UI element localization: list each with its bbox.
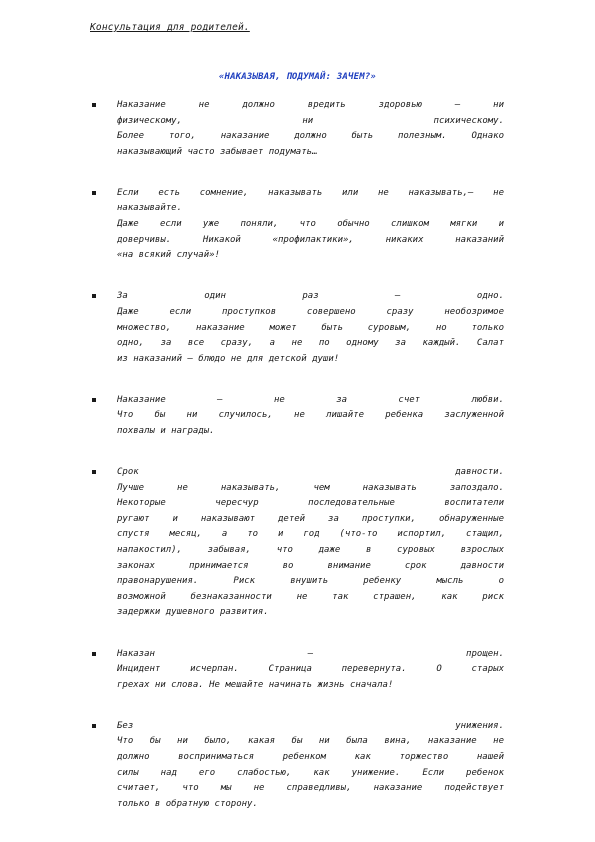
list-item	[92, 289, 504, 367]
text-line: «на всякий случай»!	[117, 250, 220, 261]
text-line: Более того, наказание должно быть полезным. Однако	[117, 131, 504, 142]
text-line: Наказан – прощен.	[117, 648, 504, 659]
text-line: должно восприниматься ребенком как торжество нашей	[117, 752, 504, 762]
text-line: доверчивы. Никакой «профилактики», никаких наказаний	[117, 234, 504, 245]
text-line: Наказание – не за счет любви.	[117, 394, 504, 405]
bullet-icon	[92, 470, 96, 474]
text-line: из наказаний – блюдо не для детской души!	[117, 353, 340, 364]
text-line: множество, наказание может быть суровым, но только	[117, 322, 504, 333]
text-line: возможной безнаказанности не так страшен, как риск	[117, 591, 504, 602]
text-line: Если есть сомнение, наказывать или не наказывать,– не	[117, 187, 504, 198]
text-line: За один раз – одно.	[117, 291, 504, 302]
text-line: грехах ни слова. Не мешайте начинать жизнь сначала!	[117, 679, 394, 690]
text-line: наказывайте.	[117, 203, 183, 214]
text-line: Некоторые чересчур последовательные воспитатели	[117, 498, 504, 509]
text-line: одно, за все сразу, а не по одному за каждый. Салат	[117, 338, 504, 349]
text-line: похвалы и награды.	[117, 426, 215, 436]
bullet-icon	[92, 191, 96, 195]
bullet-icon	[92, 398, 96, 402]
bullet-icon	[92, 652, 96, 656]
text-line: Срок давности.	[117, 467, 504, 478]
text-line: Даже если проступков совершено сразу необозримое	[117, 306, 504, 317]
bullet-icon	[92, 724, 96, 728]
text-line: Лучше не наказывать, чем наказывать запоздало.	[117, 482, 504, 493]
text-line: физическому, ни психическому.	[117, 115, 504, 126]
text-line: задержки душевного развития.	[117, 607, 269, 618]
list-item	[92, 465, 504, 621]
text-line: спустя месяц, а то и год (что-то испортил, стащил,	[117, 529, 504, 540]
text-line: Что бы ни случилось, не лишайте ребенка заслуженной	[117, 410, 504, 421]
list-item	[92, 186, 504, 264]
list-item	[92, 647, 504, 694]
text-line: напакостил), забывая, что даже в суровых взрослых	[117, 545, 504, 556]
text-line: законах принимается во внимание срок давности	[117, 560, 504, 571]
text-line: ругают и наказывают детей за проступки, обнаруженные	[117, 513, 504, 524]
list-item	[92, 98, 504, 160]
text-line: только в обратную сторону.	[117, 798, 258, 809]
list-item	[92, 719, 504, 813]
text-line: считает, что мы не справедливы, наказание подействует	[117, 783, 504, 794]
rules-list	[92, 98, 504, 838]
text-line: правонарушения. Риск внушить ребенку мысль о	[117, 576, 504, 587]
text-line: Инцидент исчерпан. Страница перевернута. О старых	[117, 664, 504, 675]
text-line: Что бы ни было, какая бы ни была вина, наказание не	[117, 736, 504, 747]
text-line: Наказание не должно вредить здоровью – ни	[117, 100, 504, 110]
page-header: Консультация для родителей.	[90, 22, 250, 33]
bullet-icon	[92, 294, 96, 298]
bullet-icon	[92, 103, 96, 107]
text-line: наказывающий часто забывает подумать…	[117, 146, 318, 157]
page-title: «НАКАЗЫВАЯ, ПОДУМАЙ: ЗАЧЕМ?»	[218, 72, 377, 82]
text-line: Даже если уже поняли, что обычно слишком мягки и	[117, 219, 504, 230]
text-line: Без унижения.	[117, 720, 504, 731]
text-line: силы над его слабостью, как унижение. Если ребенок	[117, 767, 504, 778]
list-item	[92, 393, 504, 440]
